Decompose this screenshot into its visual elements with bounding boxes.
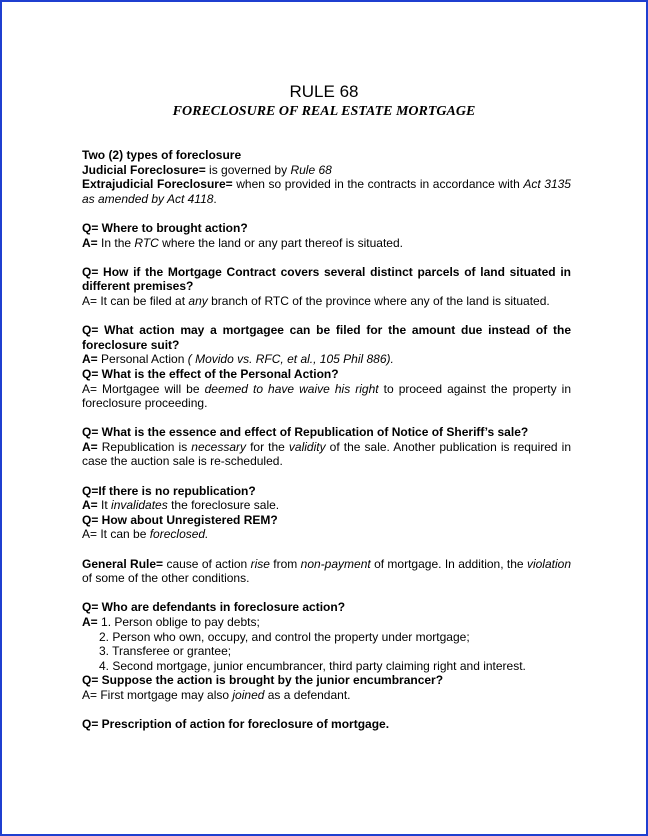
text: for the [246,439,289,454]
text: of the sale. Another publication is required in case the auction sale is re-scheduled. [82,439,572,469]
question: Q= What action may a mortgagee can be filed for the amount due instead of the foreclosure suit? [82,323,571,352]
text-em: joined [232,687,265,702]
answer-label: A= [82,498,98,513]
question: Q=If there is no republication? [82,483,256,498]
text: of some of the other conditions. [82,571,250,586]
term-label: General Rule= [82,556,164,571]
judicial-foreclosure-line [82,163,571,178]
extrajudicial-foreclosure-line [82,177,571,206]
page-title: RULE 68 [289,82,359,101]
text-em: ( Movido vs. RFC, et al., 105 Phil 886). [187,352,394,367]
answer-label: A= [82,352,98,367]
term-label: Extrajudicial Foreclosure= [82,177,233,192]
text-em: Rule 68 [290,162,332,177]
text: It [97,498,112,513]
question: Q= Where to brought action? [82,220,248,235]
text: to proceed against the property in foreclosure proceeding. [82,381,571,411]
text: of mortgage. In addition, the [370,556,527,571]
list-item: 1. Person oblige to pay debts; [97,615,260,629]
text: A= Mortgagee will be [82,381,205,396]
text-em: foreclosed. [149,527,209,542]
question: Q= What is the essence and effect of Republication of Notice of Sheriff’s sale? [82,425,529,440]
text: as a defendant. [264,687,351,702]
text: A= It can be [82,527,150,542]
text-em: deemed to have waive his right [204,381,379,396]
text-em: invalidates [111,498,168,513]
answer-label: A= [82,439,98,454]
text-em: violation [526,556,571,571]
answer [82,440,571,469]
text-em: any [188,293,208,308]
list-item: 3. Transferee or grantee; [99,644,232,659]
text: branch of RTC of the province where any of the land is situated. [207,293,550,308]
text: is governed by [205,162,291,177]
text: . [213,191,217,206]
answer [82,352,571,367]
answer [82,382,571,411]
answer [82,527,571,542]
text: A= It can be filed at [82,293,189,308]
answer [82,615,571,630]
text: cause of action [163,556,251,571]
text-em: non-payment [300,556,371,571]
text: Republication is [97,439,192,454]
text: In the [97,235,135,250]
question: Q= What is the effect of the Personal Action? [82,366,339,381]
text: from [269,556,301,571]
text-em: validity [288,439,326,454]
list-item: 2. Person who own, occupy, and control the property under mortgage; [99,629,470,644]
list-item: 4. Second mortgage, junior encumbrancer, third party claiming right and interest. [99,658,526,673]
answer-label: A= [82,235,98,250]
section-heading: Two (2) types of foreclosure [82,148,242,162]
text: when so provided in the contracts in accordance with [232,177,524,192]
text: the foreclosure sale. [167,498,280,513]
question: Q= Suppose the action is brought by the junior encumbrancer? [82,673,444,688]
text: Personal Action [97,352,188,367]
document-body [82,148,571,732]
answer [82,688,571,703]
text-em: necessary [191,439,246,454]
answer [82,236,571,251]
text-em: RTC [134,235,159,250]
answer-label: A= [82,615,98,629]
text: A= First mortgage may also [82,687,233,702]
general-rule [82,557,571,586]
question: Q= Who are defendants in foreclosure action? [82,600,346,615]
answer [82,498,571,513]
term-label: Judicial Foreclosure= [82,162,206,177]
text-em: rise [250,556,270,571]
text-em: Act 3135 as amended by Act 4118 [82,177,571,206]
answer [82,294,571,309]
page-subtitle: FORECLOSURE OF REAL ESTATE MORTGAGE [172,104,476,119]
question: Q= Prescription of action for foreclosure of mortgage. [82,717,390,732]
question: Q= How about Unregistered REM? [82,512,278,527]
question: Q= How if the Mortgage Contract covers several distinct parcels of land situated in different premises? [82,264,571,294]
text: where the land or any part thereof is situated. [158,235,403,250]
